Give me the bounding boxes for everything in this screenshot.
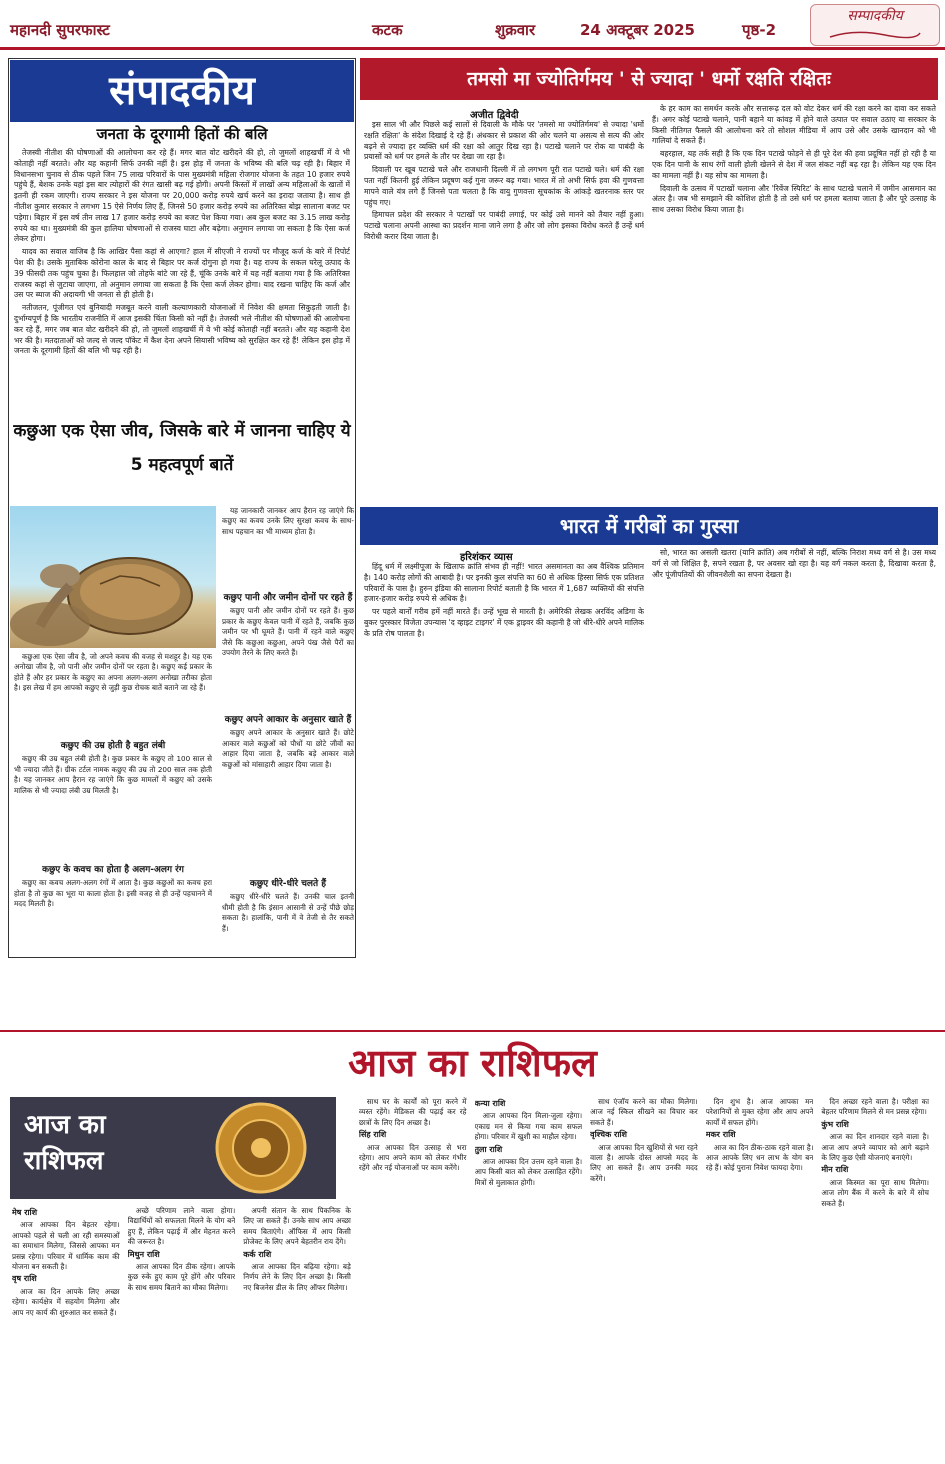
editorial-banner-title: संपादकीय — [109, 67, 255, 114]
turtle-text: कछुए की उम्र बहुत लंबी होती है। कुछ प्रकार के कछुए तो 100 साल से भी ज्यादा जीते हैं। ग्रीक टर्टल नामक कछुए की उम्र तो 200 साल तक होती है। यह जानकर आप हैरान रह जाएंगे कि कुछ मामलों में कछुए को उसके मालिक से भी ज्यादा लंबी उम्र मिलती है। — [14, 754, 212, 795]
poverty-headline: भारत में गरीबों का गुस्सा — [360, 507, 938, 545]
turtle-section-2 — [14, 738, 212, 856]
rashifal-sign-text: आज का दिन आपके लिए अच्छा रहेगा। कार्यक्षेत्र में सहयोग मिलेगा और आप नए कार्य की शुरुआत कर सकते हैं। — [12, 1286, 120, 1317]
editorial-logo — [810, 4, 940, 46]
main-article-paragraph: बहरहाल, यह तर्क सही है कि एक दिन पटाखे फोड़ने से ही पूरे देश की हवा प्रदूषित नहीं हो रही है या एक दिन पानी के साथ रंगों वाली होली खेलने से देश में जल संकट नहीं बढ़ रहा है। लेकिन यह एक दिन का मामला नहीं है। यह सोच का मामला है। — [652, 149, 936, 180]
rashifal-sign-name: सिंह राशि — [358, 1130, 387, 1140]
editorial-paragraph: नतीजतन, पूंजीगत एवं बुनियादी मजबूत करने वाली कल्याणकारी योजनाओं में निवेश की क्षमता सिकुड़ती जाती है। दुर्भाग्यपूर्ण है कि भारतीय राजनीति में आज इसकी चिंता किसी को नहीं है। तेजस्वी भले नीतीश की घोषणाओं की आलोचना कर रहे हैं, मगर जब बात वोट खरीदने की हो, तो जुमलों शाहखर्ची में वे भी कोई कोताही नहीं बरतते। और यह कहानी देश भर की है। मतदाताओं को जल्द से जल्द पॉकेट में कैश देना अपने सियासी भविष्य को सुरक्षित कर रहे हैं! लेकिन इस होड़ में जनता के दूरगामी हितों की बलि भी चढ़ रही है। — [14, 303, 350, 356]
poverty-body-left — [364, 562, 644, 1022]
rashifal-column — [706, 1097, 814, 1458]
turtle-section-1 — [222, 590, 354, 690]
turtle-text: कछुए का कवच अलग-अलग रंगों में आता है। कुछ कछुओं का कवच हरा होता है तो कुछ का भूरा या काला होता है। इसी वजह से ही उन्हें पहचानने में मदद मिलती है। — [14, 878, 212, 909]
day: शुक्रवार — [495, 21, 536, 39]
turtle-subhead: कछुए अपने आकार के अनुसार खाते हैं — [224, 715, 352, 725]
poverty-paragraph: पर पहले बार्नों गरीब हमें नहीं मारते हैं। उन्हें भूख से मारती है। अमेरिकी लेखक अरविंद अडिगा के बुकर पुरस्कार विजेता उपन्यास 'द व्हाइट टाइगर' में एक ड्राइवर की कहानी है जो धीरे-धीरे अपने मालिक के प्रति रोष पालता है। — [364, 607, 644, 638]
turtle-left-intro — [14, 652, 212, 734]
rashifal-column — [475, 1097, 583, 1458]
rashifal-headline: आज का राशिफल — [0, 1030, 945, 1092]
turtle-text: कछुआ एक ऐसा जीव है, जो अपने कवच की वजह से मशहूर है। यह एक अनोखा जीव है, जो पानी और जमीन दोनों पर रहता है। कछुए कई प्रकार के होते हैं और हर प्रकार के कछुए का अपना अलग-अलग अनोखा तरीका होता है। इस लेख में हम आपको कछुए से जुड़ी कुछ रोचक बातें बताने जा रहे हैं। — [14, 652, 212, 693]
page-number: पृष्ठ-2 — [742, 21, 777, 39]
rashifal-sign-text: दिन शुभ है। आज आपका मन परेशानियों से मुक्त रहेगा और आप अपने कार्यों में सफल होंगे। — [705, 1097, 814, 1127]
rashifal-sign-text: आज आपका दिन उत्तम रहने वाला है। आप किसी बात को लेकर उत्साहित रहेंगे। मित्रों से मुलाकात होगी। — [474, 1157, 583, 1187]
rashifal-column — [359, 1097, 467, 1458]
zodiac-wheel-icon — [206, 1100, 316, 1196]
rashifal-sign-name: तुला राशि — [474, 1144, 503, 1154]
editorial-body — [14, 148, 350, 410]
turtle-subhead: कछुए की उम्र होती है बहुत लंबी — [60, 741, 166, 751]
rashifal-sign-text: आज का दिन ठीक-ठाक रहने वाला है। आज आपके लिए धन लाभ के योग बन रहे हैं। कोई पुराना निवेश फायदा देगा। — [705, 1142, 814, 1173]
editorial-banner — [10, 60, 354, 122]
turtle-headline: कछुआ एक ऐसा जीव, जिसके बारे में जानना चाहिए ये 5 महत्वपूर्ण बातें — [13, 421, 351, 475]
turtle-text: कछुए अपने आकार के अनुसार खाते हैं। छोटे आकार वाले कछुओं को पौधों या छोटे जीवों का आहार दिया जाता है, जबकि बड़े आकार वाले कछुओं को मांसाहारी आहार दिया जाता है। — [222, 728, 354, 769]
rashifal-sign-name: कन्या राशि — [474, 1099, 506, 1108]
rashifal-sign-name: कर्क राशि — [243, 1249, 272, 1259]
rashifal-sign-text: अच्छे परिणाम लाने वाला होगा। विद्यार्थियों को सफलता मिलने के योग बने हुए हैं, लेकिन पढ़ाई में और मेहनत करने की जरूरत है। — [127, 1206, 236, 1247]
rashifal-sign-name: मिथुन राशि — [127, 1249, 160, 1259]
main-article-body-left — [364, 120, 644, 500]
rashifal-sign-text: आज किस्मत का पूरा साथ मिलेगा। आज लोग बैंक में करने के बारे में सोच सकते हैं। — [821, 1177, 929, 1208]
pen-icon — [825, 27, 925, 41]
turtle-text: कछुए पानी और जमीन दोनों पर रहते हैं। कुछ प्रकार के कछुए केवल पानी में रहते हैं, जबकि कुछ जमीन पर भी घूमते हैं। पानी में रहने वाले कछुए जैसे कि कछुआ कछुआ, अपने पंख जैसे पैरों का उपयोग तैरने के लिए करते हैं। — [222, 606, 354, 658]
main-article-author: अजीत द्विवेदी — [470, 110, 519, 121]
turtle-text: कछुए धीरे-धीरे चलते हैं। उनकी चाल इतनी धीमी होती है कि इंसान आसानी से उन्हें पीछे छोड़ सकता है। हालांकि, पानी में वे तेजी से तैर सकते हैं। — [222, 892, 354, 933]
date: 24 अक्टूबर 2025 — [580, 21, 695, 39]
rashifal-sign-text: आज आपका दिन ठीक रहेगा। आपके कुछ रुके हुए काम पूरे होंगे और परिवार के साथ समय बिताने का मौका मिलेगा। — [127, 1262, 236, 1292]
editorial-paragraph: तेजस्वी नीतीश की घोषणाओं की आलोचना कर रहे हैं। मगर बात वोट खरीदने की हो, तो जुमलों शाहखर्ची में वे भी कोताही नहीं बरतते। और यह कहानी सिर्फ उनकी नहीं है। इस होड़ में जनता के भविष्य की बलि चढ़ रही है। बिहार में विधानसभा चुनाव से ठीक पहले जिन 75 लाख परिवारों के पास मुख्यमंत्री महिला रोजगार योजना के तहत 10 हजार रुपये पहुंचे हैं, बेशक उनके यहां इस बार त्योहारों की रंगत खासी बढ़ गई होगी। अपनी किस्तों में लाखों अन्य महिलाओं के खातों में इतनी ही रकम जाएगी। राज्य सरकार ने इस योजना पर 20,000 करोड़ रुपये खर्च करने का इरादा जताया है। साथ ही नीतीश कुमार सरकार ने लगभग 15 ऐसे निर्णय लिए हैं, जिनसे 50 हजार करोड़ रुपये का अतिरिक्त बोझ सालाना बजट पर पड़ेगा। बिहार में इस वर्ष तीन लाख 17 हजार करोड़ रुपये का बजट पेश किया गया। अब कुल बजट का 3.15 लाख करोड़ रुपये का था। मुख्यमंत्री की कुल हालिया घोषणाओं से राजस्व घाटा और बढ़ेगा। अनुमान लगाया जा सकता है कि ऐसा कर्ज लेकर होगा। — [14, 148, 350, 244]
rashifal-sign-name: वृश्चिक राशि — [590, 1130, 627, 1140]
rashifal-column — [243, 1206, 351, 1458]
rashifal-image-title-1: आज का — [24, 1110, 106, 1140]
poverty-author: हरिशंकर व्यास — [460, 552, 513, 563]
main-article-paragraph: के हर काम का समर्थन करके और सत्तारूढ़ दल को वोट देकर धर्म की रक्षा करने का दावा कर सकते हैं। अगर कोई पटाखे चलाने, पानी बहाने या कांवड़ में होने वाले उत्पात पर सवाल उठाए या सरकार के किसी नीतिगत फैसले की आलोचना करे तो सोशल मीडिया में आप उसे और उसके खानदान को भी गालियां दे सकते हैं। — [652, 104, 936, 146]
turtle-photo — [10, 506, 216, 648]
rashifal-sign-text: आज आपका दिन बेहतर रहेगा। आपको पहले से चली आ रही समस्याओं का समाधान मिलेगा, जिससे आपका मन प्रसन्न रहेगा। परिवार में धार्मिक काम की योजना बन सकती है। — [12, 1220, 120, 1272]
rashifal-sign-name: मकर राशि — [705, 1130, 736, 1140]
turtle-intro — [222, 506, 354, 588]
main-article-body-right — [652, 104, 936, 500]
main-article-paragraph: दिवाली पर खूब पटाखे चले और राजधानी दिल्ली में तो लगभग पूरी रात पटाखे चले। धर्म की रक्षा पता नहीं कितनी हुई लेकिन प्रदूषण कई गुना जरूर बढ़ गया। भारत में तो अभी सिर्फ हवा की गुणवत्ता मापने वाले यंत्र लगे हैं जिनसे पता चलता है कि वायु गुणवत्ता सूचकांक के आंकड़े खतरनाक स्तर पर पहुंच गए। — [364, 165, 644, 207]
editorial-paragraph: यादव का सवाल वाजिब है कि आखिर पैसा कहां से आएगा? हाल में सीएजी ने राज्यों पर मौजूद कर्ज के बारे में रिपोर्ट पेश की है। उसके मुताबिक कोरोना काल के बाद से बिहार पर कर्ज दोगुना हो गया है। यह राज्य के सकल घरेलू उत्पाद के 39 फीसदी तक पहुंच चुका है। फिलहाल जो तोहफे बांटे जा रहे हैं, चूंकि उनके बारे में यह नहीं बताया गया है कि अतिरिक्त राजस्व कहां से जुटाया जाएगा, तो अनुमान लगाया जा सकता है कि ऐसा कर्ज लेकर होगा। याद रखना चाहिए कि कर्ज और उस पर ब्याज की अदायगी भी जनता से ही होती है। — [14, 247, 350, 300]
rashifal-column — [590, 1097, 698, 1458]
rashifal-sign-text: आज आपका दिन उत्साह से भरा रहेगा। आप अपने काम को लेकर गंभीर रहेंगे और नई योजनाओं पर काम करेंगे। — [358, 1142, 467, 1173]
rashifal-sign-name: मीन राशि — [821, 1165, 849, 1175]
paper-name: महानदी सुपरफास्ट — [10, 21, 110, 39]
poverty-body-right — [652, 548, 936, 1022]
rashifal-column — [128, 1206, 236, 1458]
turtle-section-3 — [222, 712, 354, 822]
rashifal-sign-text: आज आपका दिन खुशियों से भरा रहने वाला है। आपके दोस्त आपसे मदद के लिए आ सकते हैं। आप उनकी मदद करेंगे। — [590, 1142, 698, 1183]
main-article-paragraph: दिवाली के उत्सव में पटाखों चलाना और 'रिवेंज स्पिरिट' के साथ पटाखे चलाने में जमीन आसमान का अंतर है। जब भी समझाने की कोशिश होती है तो उसे धर्म पर हमला बताया जाता है और पूरे उत्साह के साथ उसका विरोध किया जाता है। — [652, 183, 936, 215]
turtle-subhead: कछुए पानी और जमीन दोनों पर रहते हैं — [223, 593, 353, 603]
turtle-intro-text: यह जानकारी जानकर आप हैरान रह जाएंगे कि कछुए का कवच उनके लिए सुरक्षा कवच के साथ-साथ पहचान का भी माध्यम होता है। — [222, 506, 354, 536]
main-article-paragraph: हिमाचल प्रदेश की सरकार ने पटाखों पर पाबंदी लगाई, पर कोई उसे मानने को तैयार नहीं हुआ। पटाखे चलाना अपनी आस्था का प्रदर्शन माना जाने लगा है और जो लोग इसका विरोध करते हैं उन्हें धर्म विरोधी करार दिया जाता है। — [364, 210, 644, 241]
turtle-section-5 — [222, 876, 354, 956]
rashifal-column — [821, 1097, 929, 1458]
rashifal-sign-text: साथ एंजॉय करने का मौका मिलेगा। आज नई स्किल सीखने का विचार कर सकते हैं। — [590, 1097, 698, 1127]
rashifal-sign-text: आज का दिन शानदार रहने वाला है। आज आप अपने व्यापार को आगे बढ़ाने के लिए कुछ ऐसी योजनाएं बनाएंगे। — [821, 1132, 929, 1163]
turtle-subhead: कछुए के कवच का होता है अलग-अलग रंग — [42, 865, 184, 875]
rashifal-sign-name: वृष राशि — [12, 1274, 37, 1284]
turtle-subhead: कछुए धीरे-धीरे चलते हैं — [249, 879, 327, 889]
rashifal-banner-image — [10, 1097, 336, 1199]
main-article-headline: तमसो मा ज्योतिर्गमय ' से ज्यादा ' धर्मो रक्षति रक्षितः — [360, 58, 938, 100]
logo-text: सम्पादकीय — [847, 8, 903, 24]
turtle-section-4 — [14, 862, 212, 956]
poverty-paragraph: सो, भारत का असली खतरा (यानि क्रांति) अब गरीबों से नहीं, बल्कि निराश मध्य वर्ग से है। उस मध्य वर्ग से जो शिक्षित है, सपने रखता है, पर अवसर खो रहा है। यह वर्ग नकल करता है, दिखावा करता है, और पूंजीपतियों की जीवनशैली का सपना देखता है। — [652, 548, 936, 579]
rashifal-image-title-2: राशिफल — [24, 1146, 104, 1176]
rashifal-sign-name: कुंभ राशि — [821, 1119, 849, 1129]
masthead — [0, 0, 945, 50]
rashifal-sign-text: आज आपका दिन बढ़िया रहेगा। बड़े निर्णय लेने के लिए दिन अच्छा है। किसी नए बिजनेस डील के लिए ऑफर मिलेगा। — [243, 1262, 351, 1292]
rashifal-column — [12, 1206, 120, 1458]
poverty-paragraph: हिंदू धर्म में लक्ष्मीपूजा के खिलाफ क्रांति संभव ही नहीं! भारत असमानता का अब वैश्विक प्रतिमान है। 140 करोड़ लोगों की आबादी है। पर इनकी कुल संपत्ति का 60 से अधिक हिस्सा सिर्फ एक प्रतिशत परिवारों के पास है। हुरुन इंडिया की सालाना रिपोर्ट बताती है कि भारत में 1,687 व्यक्तियों की संपत्ति हजार-हजार करोड़ रुपये से अधिक है। — [364, 562, 644, 604]
rashifal-sign-text: दिन अच्छा रहने वाला है। परीक्षा का बेहतर परिणाम मिलने से मन प्रसन्न रहेगा। — [821, 1097, 929, 1117]
editorial-subtitle: जनता के दूरगामी हितों की बलि — [96, 125, 268, 143]
rashifal-sign-name: मेष राशि — [12, 1208, 38, 1217]
main-article-paragraph: इस साल भी और पिछले कई सालों से दिवाली के मौके पर 'तमसो मा ज्योतिर्गमय' से ज्यादा 'धर्मो रक्षति रक्षितः' के संदेश दिखाई दे रहे हैं। अंधकार से प्रकाश की ओर चलने या असत्य से सत्य की ओर बढ़ने से ज्यादा हर व्यक्ति धर्म की रक्षा को आतुर दिख रहा है। पटाखे चलाने पर रोक या पाबंदी के प्रयासों को धर्म पर हमले के तौर पर देखा जा रहा है। — [364, 120, 644, 162]
rashifal-sign-text: अपनी संतान के साथ पिकनिक के लिए जा सकते हैं। उनके साथ आप अच्छा समय बिताएंगे। ऑफिस में आप किसी प्रोजेक्ट के लिए अपने बेहतरीन राय देंगे। — [243, 1206, 351, 1247]
rashifal-sign-text: आज आपका दिन मिला-जुला रहेगा। एकाग्र मन से किया गया काम सफल होगा। परिवार में खुशी का माहौल रहेगा। — [474, 1111, 583, 1142]
turtle-icon — [10, 506, 216, 648]
rashifal-sign-text: साथ घर के कार्यों को पूरा करने में व्यस्त रहेंगे। मेडिकल की पढ़ाई कर रहे छात्रों के लिए दिन अच्छा है। — [358, 1097, 467, 1127]
city: कटक — [372, 21, 403, 39]
